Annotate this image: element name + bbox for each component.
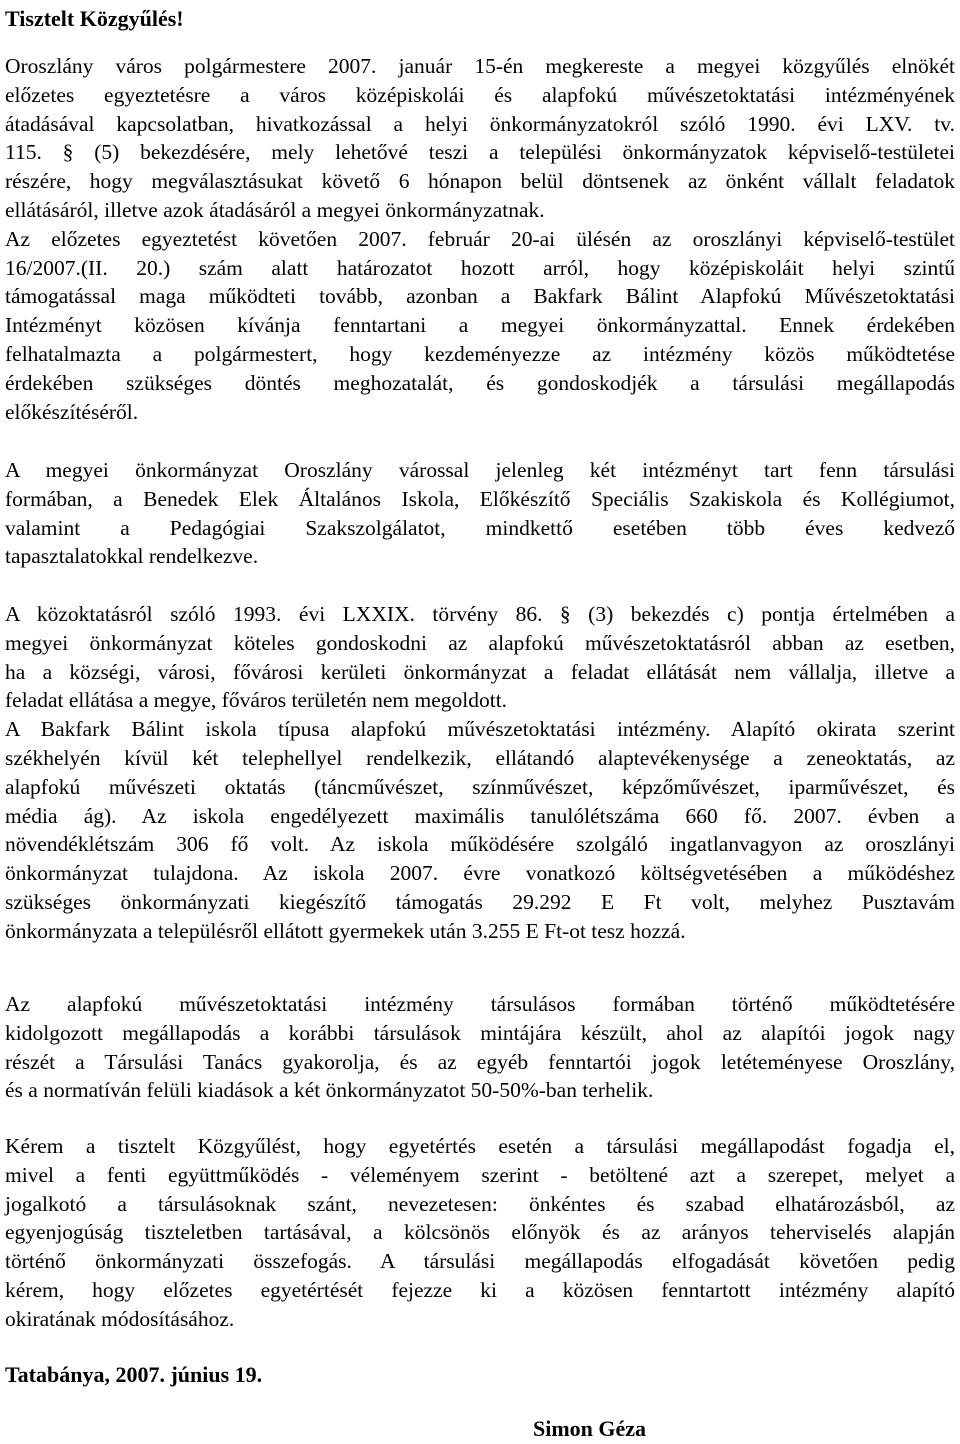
text-line: tapasztalatokkal rendelkezve. [5, 544, 259, 569]
text-line: A Bakfark Bálint iskola típusa alapfokú művészetoktatási intézmény. Alapító okirata szerint [5, 717, 955, 742]
text-line: felhatalmazta a polgármestert, hogy kezdeményezze az intézmény közös működtetése [5, 341, 955, 366]
text-line: Kérem a tisztelt Közgyűlést, hogy egyetértés esetén a társulási megállapodást fogadja el, [5, 1134, 955, 1158]
text-line: székhelyén kívül két telephellyel rendelkezik, ellátandó alaptevékenysége a zeneoktatás, az [5, 745, 955, 770]
text-line: feladat ellátása a megye, főváros területén nem megoldott. [5, 688, 508, 713]
place-date: Tatabánya, 2007. június 19. [5, 1362, 263, 1387]
text-line: ha a községi, városi, fővárosi kerületi önkormányzat a feladat ellátását nem vállalja, illetve a [5, 659, 955, 684]
text-line: egyenjogúság tiszteletben tartásával, a kölcsönös előnyök és az arányos teherviselés alapján [5, 1220, 955, 1245]
paragraph-agreement-terms [5, 990, 955, 1105]
text-line: támogatással maga működteti tovább, azonban a Bakfark Bálint Alapfokú Művészetoktatási [5, 284, 955, 309]
text-line: formában, a Benedek Elek Általános Iskola, Előkészítő Speciális Szakiskola és Kollégiumot, [5, 486, 955, 511]
text-line: Az előzetes egyeztetést követően 2007. február 20-ai ülésén az oroszlányi képviselő-testület [5, 226, 955, 251]
text-line: Oroszlány város polgármestere 2007. január 15-én megkereste a megyei közgyűlés elnökét [5, 54, 955, 78]
text-line: jogalkotó a társulásoknak szánt, nevezetesen: önkéntes és szabad elhatározásból, az [5, 1191, 955, 1216]
signatory-name: Simon Géza [533, 1416, 647, 1441]
text-line: és a normatíván felüli kiadások a két önkormányzatot 50-50%-ban terhelik. [5, 1078, 654, 1103]
text-line: részét a Társulási Tanács gyakorolja, és az egyéb fenntartói jogok letéteményese Oroszlány, [5, 1049, 955, 1074]
text-line: önkormányzat tulajdona. Az iskola 2007. évre vonatkozó költségvetésében a működéshez [5, 861, 955, 886]
text-line: Az alapfokú művészetoktatási intézmény társulásos formában történő működtetésére [5, 992, 955, 1016]
text-line: önkormányzata a településről ellátott gyermekek után 3.255 E Ft-ot tesz hozzá. [5, 918, 686, 943]
text-line: részére, hogy megválasztásukat követő 6 hónapon belül döntsenek az önként vállalt feladatok [5, 169, 955, 194]
text-line: előzetes egyeztetésre a város középiskolái és alapfokú művészetoktatási intézményének [5, 82, 955, 107]
text-line: 16/2007.(II. 20.) szám alatt határozatot hozott arról, hogy középiskoláit helyi szintű [5, 255, 955, 280]
paragraph-request [5, 1132, 955, 1334]
text-line: átadásával kapcsolatban, hivatkozással a helyi önkormányzatokról szóló 1990. évi LXV. tv. [5, 111, 955, 136]
text-line: mivel a fenti együttműködés - véleményem szerint - betöltené azt a szerepet, melyet a [5, 1162, 955, 1187]
text-line: A megyei önkormányzat Oroszlány várossal jelenleg két intézményt tart fenn társulási [5, 458, 955, 482]
text-line: érdekében szükséges döntés meghozatalát, és gondoskodjék a társulási megállapodás [5, 370, 955, 395]
letter-greeting: Tisztelt Közgyűlés! [5, 6, 184, 31]
text-line: 115. § (5) bekezdésére, mely lehetővé teszi a települési önkormányzatok képviselő-testületei [5, 140, 955, 165]
text-line: előkészítéséről. [5, 399, 139, 424]
text-line: kérem, hogy előzetes egyetértését fejezze ki a közösen fenntartott intézmény alapító [5, 1277, 955, 1302]
text-line: növendéklétszám 306 fő volt. Az iskola működésére szolgáló ingatlanvagyon az oroszlányi [5, 832, 955, 857]
text-line: média ág). Az iskola engedélyezett maximális tanulólétszáma 660 fő. 2007. évben a [5, 803, 955, 828]
text-line: szükséges önkormányzati kiegészítő támogatás 29.292 E Ft volt, melyhez Pusztavám [5, 889, 955, 914]
text-line: A közoktatásról szóló 1993. évi LXXIX. törvény 86. § (3) bekezdés c) pontja értelmében a [5, 602, 955, 626]
text-line: megyei önkormányzat köteles gondoskodni az alapfokú művészetoktatásról abban az esetben, [5, 630, 955, 655]
text-line: ellátásáról, illetve azok átadásáról a megyei önkormányzatnak. [5, 197, 545, 222]
paragraph-existing-associations [5, 456, 955, 571]
text-line: kidolgozott megállapodás a korábbi társulások mintájára készült, ahol az alapítói jogok nagy [5, 1020, 955, 1045]
text-line: Intézményt közösen kívánja fenntartani a megyei önkormányzattal. Ennek érdekében [5, 313, 955, 338]
text-line: okiratának módosításához. [5, 1306, 235, 1331]
paragraph-legal-basis-and-school [5, 600, 955, 946]
text-line: alapfokú művészeti oktatás (táncművészet, színművészet, képzőművészet, iparművészet, és [5, 774, 955, 799]
paragraph-request-background [5, 52, 955, 426]
text-line: történő önkormányzati összefogás. A társulási megállapodás elfogadását követően pedig [5, 1249, 955, 1274]
text-line: valamint a Pedagógiai Szakszolgálatot, mindkettő esetében több éves kedvező [5, 515, 955, 540]
